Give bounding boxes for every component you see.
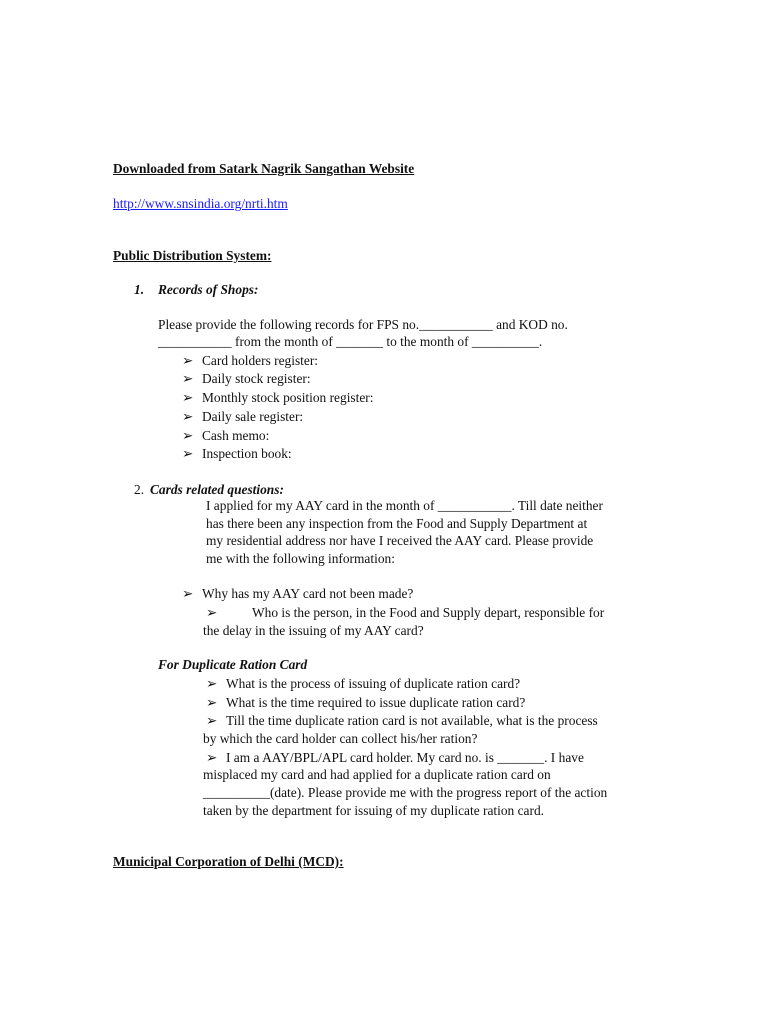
question-text: I am a AAY/BPL/APL card holder. My card no. is _______. I have [226,750,584,765]
question-item [206,604,604,622]
question-continuation: taken by the department for issuing of my duplicate ration card. [203,803,544,818]
pds-section-heading: Public Distribution System: [113,248,272,263]
list-item-text: Monthly stock position register: [202,390,374,405]
question-item [206,675,520,693]
arrow-bullet-icon: ➢ [206,605,218,620]
list-item [182,389,373,407]
source-url-link[interactable]: http://www.snsindia.org/nrti.htm [113,196,288,211]
document-source-title: Downloaded from Satark Nagrik Sangathan Website [113,161,415,176]
list-item [182,370,311,388]
arrow-bullet-icon: ➢ [182,371,194,386]
paragraph-line: my residential address nor have I received the AAY card. Please provide [206,533,594,548]
arrow-bullet-icon: ➢ [182,409,194,424]
paragraph-line: has there been any inspection from the Food and Supply Department at [206,516,588,531]
list-item-text: Inspection book: [202,446,292,461]
question-item [206,749,584,767]
arrow-bullet-icon: ➢ [182,428,194,443]
records-intro-line: ___________ from the month of _______ to the month of __________. [158,334,543,349]
question-item [206,712,598,730]
list-item [182,445,292,463]
list-item-text: Daily sale register: [202,409,304,424]
list-number: 1. [134,282,145,297]
arrow-bullet-icon: ➢ [182,390,194,405]
mcd-section-heading: Municipal Corporation of Delhi (MCD): [113,854,344,869]
question-continuation: by which the card holder can collect his/her ration? [203,731,478,746]
question-text: Why has my AAY card not been made? [202,586,414,601]
list-item [182,352,318,370]
question-text: Who is the person, in the Food and Supply depart, responsible for [252,605,605,620]
arrow-bullet-icon: ➢ [206,750,218,765]
question-continuation: the delay in the issuing of my AAY card? [203,623,424,638]
arrow-bullet-icon: ➢ [182,446,194,461]
list-title: Cards related questions: [150,482,284,497]
arrow-bullet-icon: ➢ [206,695,218,710]
duplicate-ration-card-heading: For Duplicate Ration Card [158,657,308,672]
list-item [182,408,303,426]
list-item-text: Cash memo: [202,428,270,443]
arrow-bullet-icon: ➢ [182,353,194,368]
records-of-shops-heading [134,281,258,299]
list-number: 2. [134,482,145,497]
list-item-text: Card holders register: [202,353,319,368]
list-item [182,427,269,445]
paragraph-line: I applied for my AAY card in the month of ___________. Till date neither [206,498,603,513]
question-continuation: __________(date). Please provide me with the progress report of the action [203,785,608,800]
arrow-bullet-icon: ➢ [206,676,218,691]
question-text: Till the time duplicate ration card is not available, what is the process [226,713,598,728]
question-text: What is the process of issuing of duplicate ration card? [226,676,521,691]
question-continuation: misplaced my card and had applied for a duplicate ration card on [203,767,551,782]
paragraph-line: me with the following information: [206,551,395,566]
arrow-bullet-icon: ➢ [206,713,218,728]
records-intro-line: Please provide the following records for FPS no.___________ and KOD no. [158,317,568,332]
question-text: What is the time required to issue duplicate ration card? [226,695,526,710]
question-item [206,694,525,712]
list-item-text: Daily stock register: [202,371,311,386]
list-title: Records of Shops: [158,282,259,297]
question-item [182,585,413,603]
arrow-bullet-icon: ➢ [182,586,194,601]
